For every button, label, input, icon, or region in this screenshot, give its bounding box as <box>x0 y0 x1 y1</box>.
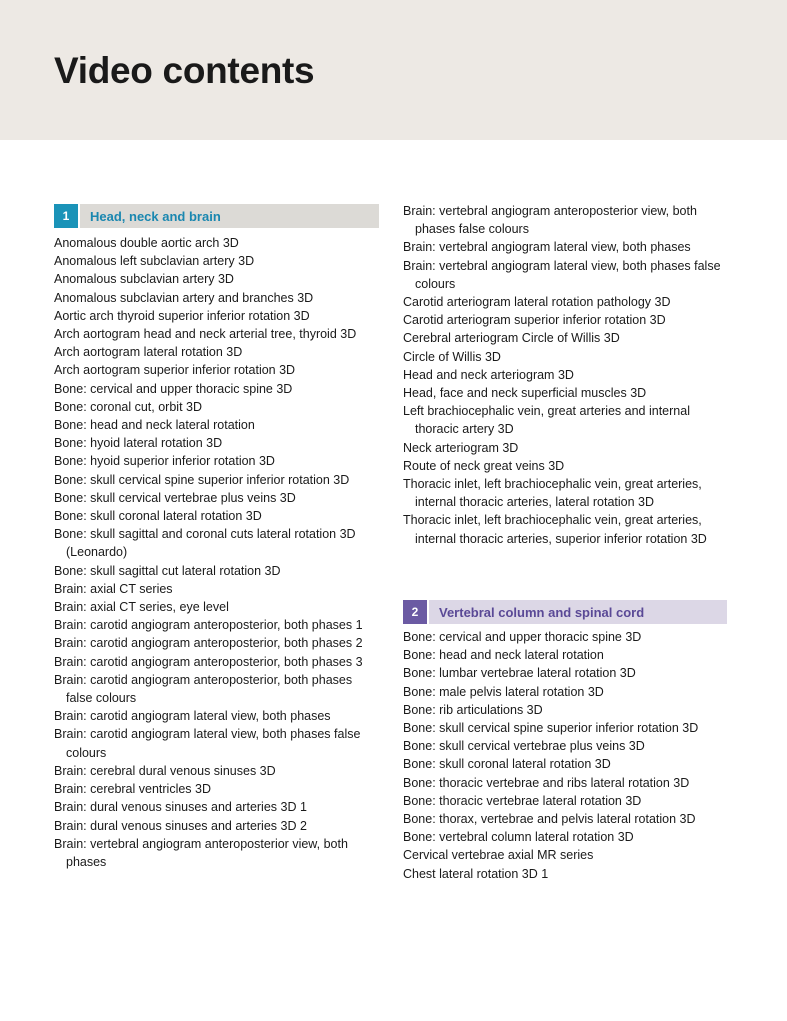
section-1-item-list <box>54 234 379 871</box>
section-title: Head, neck and brain <box>80 204 379 228</box>
list-item: Brain: axial CT series <box>54 581 173 596</box>
list-item: Bone: skull sagittal cut lateral rotation 3D <box>54 563 281 578</box>
list-item: Head, face and neck superficial muscles 3D <box>403 386 647 401</box>
list-item: Bone: thoracic vertebrae and ribs lateral rotation 3D <box>403 775 690 790</box>
section-header-vertebral-column <box>403 600 727 624</box>
list-item: Brain: carotid angiogram anteroposterior, both phases false colours <box>54 672 353 706</box>
list-item: Arch aortogram superior inferior rotation 3D <box>54 363 296 378</box>
list-item: Bone: skull cervical spine superior inferior rotation 3D <box>403 721 699 736</box>
list-item: Bone: male pelvis lateral rotation 3D <box>403 684 604 699</box>
list-item: Thoracic inlet, left brachiocephalic vein, great arteries, internal thoracic arteries, superior inferior rotation 3D <box>403 513 707 546</box>
list-item: Bone: skull cervical vertebrae plus veins 3D <box>54 490 296 505</box>
list-item: Bone: skull coronal lateral rotation 3D <box>403 757 611 772</box>
list-item: Circle of Willis 3D <box>403 349 501 364</box>
list-item: Carotid arteriogram lateral rotation pathology 3D <box>403 295 671 310</box>
list-item: Brain: dural venous sinuses and arteries 3D 2 <box>54 818 307 833</box>
list-item: Brain: vertebral angiogram lateral view, both phases <box>403 240 691 255</box>
list-item: Anomalous subclavian artery and branches 3D <box>54 290 314 305</box>
page-title: Video contents <box>54 50 315 91</box>
list-item: Brain: vertebral angiogram anteroposterior view, both phases <box>54 836 348 869</box>
list-item: Bone: skull cervical spine superior inferior rotation 3D <box>54 472 350 487</box>
list-item: Brain: axial CT series, eye level <box>54 600 229 615</box>
header-band <box>0 0 787 140</box>
list-item: Bone: cervical and upper thoracic spine 3D <box>403 630 642 644</box>
list-item: Cerebral arteriogram Circle of Willis 3D <box>403 331 620 346</box>
section-number: 2 <box>403 600 427 624</box>
list-item: Arch aortogram lateral rotation 3D <box>54 345 243 360</box>
section-title: Vertebral column and spinal cord <box>429 600 727 624</box>
list-item: Bone: hyoid lateral rotation 3D <box>54 436 223 451</box>
list-item: Bone: skull cervical vertebrae plus veins 3D <box>403 739 645 754</box>
list-item: Brain: dural venous sinuses and arteries 3D 1 <box>54 800 307 815</box>
list-item: Neck arteriogram 3D <box>403 440 519 455</box>
list-item: Bone: head and neck lateral rotation <box>403 648 604 663</box>
list-item: Brain: carotid angiogram anteroposterior, both phases 1 <box>54 618 363 633</box>
section-header-head-neck-brain <box>54 204 379 228</box>
list-item: Bone: rib articulations 3D <box>403 702 543 717</box>
list-item: Bone: head and neck lateral rotation <box>54 418 255 433</box>
list-item: Bone: coronal cut, orbit 3D <box>54 399 202 414</box>
list-item: Left brachiocephalic vein, great arteries and internal thoracic artery 3D <box>403 404 690 437</box>
list-item: Anomalous left subclavian artery 3D <box>54 254 255 269</box>
list-item: Anomalous double aortic arch 3D <box>54 236 239 250</box>
list-item: Brain: vertebral angiogram lateral view, both phases false colours <box>403 258 721 291</box>
list-item: Thoracic inlet, left brachiocephalic vein, great arteries, internal thoracic arteries, lateral rotation 3D <box>403 477 702 510</box>
list-item: Cervical vertebrae axial MR series <box>403 848 594 863</box>
list-item: Bone: thorax, vertebrae and pelvis lateral rotation 3D <box>403 812 696 827</box>
list-item: Brain: carotid angiogram lateral view, both phases <box>54 709 331 724</box>
list-item: Anomalous subclavian artery 3D <box>54 272 234 287</box>
list-item: Aortic arch thyroid superior inferior rotation 3D <box>54 308 310 323</box>
list-item: Brain: carotid angiogram anteroposterior, both phases 2 <box>54 636 363 651</box>
section-2-item-list <box>403 628 727 883</box>
list-item: Head and neck arteriogram 3D <box>403 367 574 382</box>
list-item: Brain: cerebral dural venous sinuses 3D <box>54 763 276 778</box>
list-item: Brain: carotid angiogram anteroposterior, both phases 3 <box>54 654 363 669</box>
section-1-continued-item-list <box>403 202 727 548</box>
list-item: Carotid arteriogram superior inferior rotation 3D <box>403 313 666 328</box>
list-item: Bone: cervical and upper thoracic spine 3D <box>54 381 293 396</box>
list-item: Brain: vertebral angiogram anteroposterior view, both phases false colours <box>403 204 697 237</box>
list-item: Bone: skull coronal lateral rotation 3D <box>54 509 262 524</box>
list-item: Bone: lumbar vertebrae lateral rotation 3D <box>403 666 636 681</box>
list-item: Arch aortogram head and neck arterial tree, thyroid 3D <box>54 327 357 342</box>
list-item: Brain: cerebral ventricles 3D <box>54 782 212 797</box>
list-item: Bone: hyoid superior inferior rotation 3D <box>54 454 275 469</box>
list-item: Route of neck great veins 3D <box>403 458 565 473</box>
list-item: Bone: vertebral column lateral rotation 3D <box>403 830 634 845</box>
list-item: Chest lateral rotation 3D 1 <box>403 866 549 881</box>
list-item: Bone: skull sagittal and coronal cuts lateral rotation 3D (Leonardo) <box>54 527 356 560</box>
section-number: 1 <box>54 204 78 228</box>
list-item: Bone: thoracic vertebrae lateral rotation 3D <box>403 793 642 808</box>
list-item: Brain: carotid angiogram lateral view, both phases false colours <box>54 727 361 760</box>
